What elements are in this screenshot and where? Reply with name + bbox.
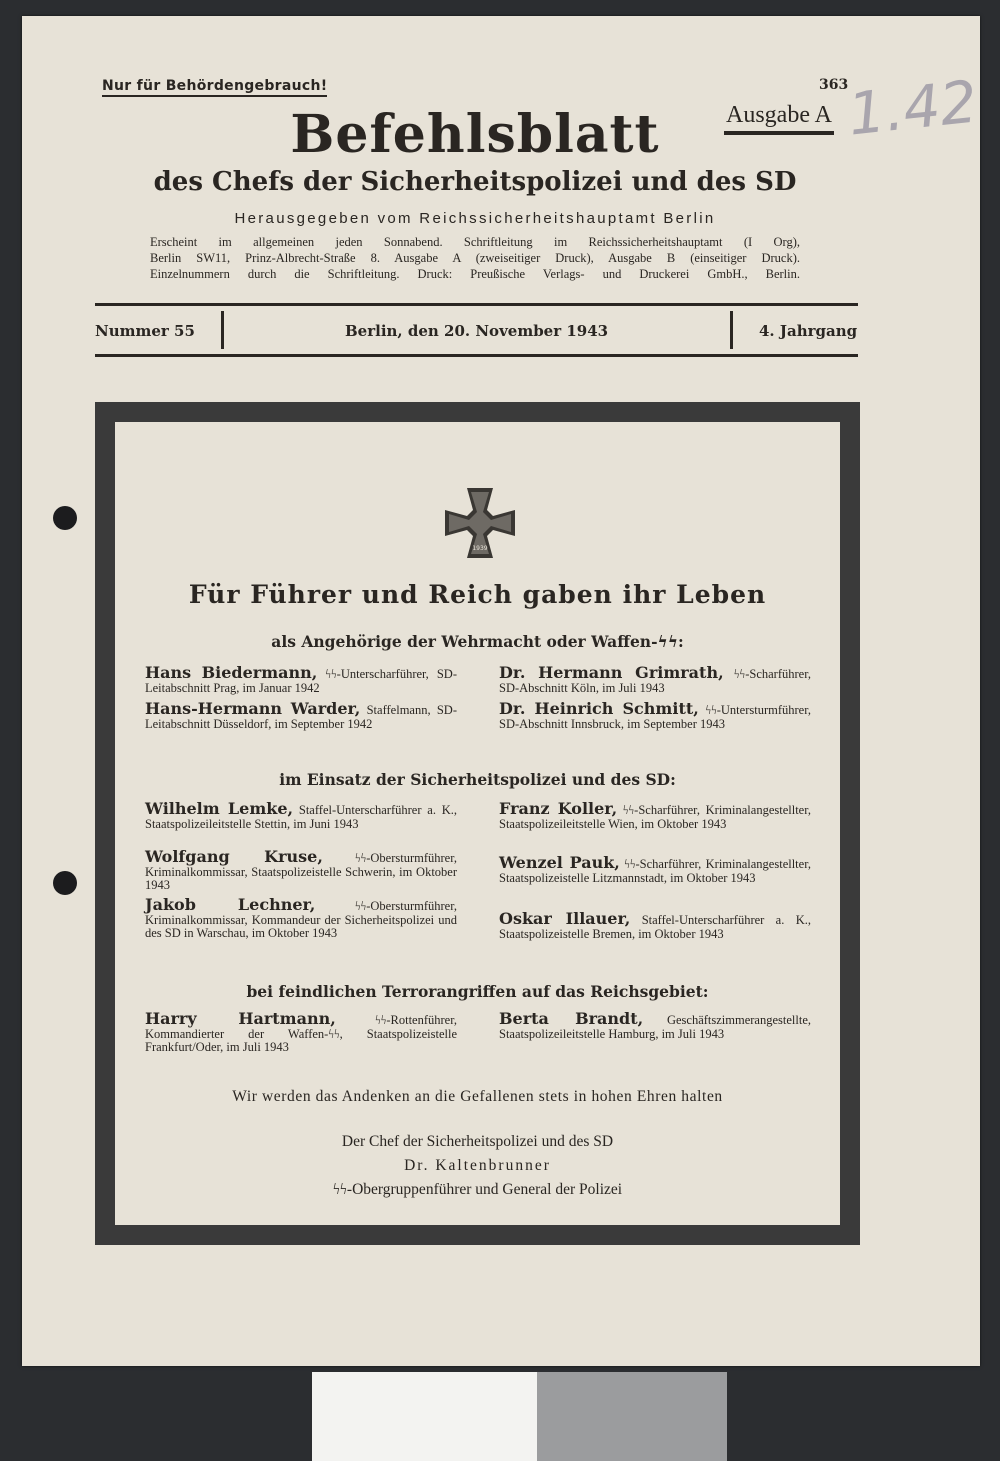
info-line: Einzelnummern durch die Schriftleitung. Druck: Preußische Verlags- und Druckerei GmbH., Berlin. <box>150 267 800 281</box>
list-item: Berta Brandt, Geschäftszimmerangestellte, Staatspolizeileitstelle Hamburg, im Juli 1943 <box>499 1009 812 1041</box>
document-page <box>22 16 980 1366</box>
publication-info <box>150 234 800 282</box>
punch-hole-bottom <box>53 871 77 895</box>
issue-date: Berlin, den 20. November 1943 <box>345 322 609 340</box>
list-item: Franz Koller, ϟϟ-Scharführer, Kriminalangestellter, Staatspolizeileitstelle Wien, im Oktober 1943 <box>499 799 812 831</box>
issue-bar <box>95 311 858 349</box>
list-item: Dr. Heinrich Schmitt, ϟϟ-Untersturmführer, SD-Abschnitt Innsbruck, im September 1943 <box>499 699 811 731</box>
signature-rank: ϟϟ-Obergruppenführer und General der Polizei <box>332 1181 623 1198</box>
page-number: 363 <box>819 77 849 93</box>
edition-label: Ausgabe A <box>724 102 834 135</box>
divider <box>221 311 224 349</box>
issue-number: Nummer 55 <box>95 322 195 340</box>
calibration-card-white <box>312 1372 537 1461</box>
list-item: Hans-Hermann Warder, Staffelmann, SD-Leitabschnitt Düsseldorf, im September 1942 <box>145 699 458 731</box>
cross-year: 1939 <box>472 545 488 552</box>
iron-cross-icon <box>445 488 515 558</box>
list-item: Wilhelm Lemke, Staffel-Unterscharführer a. K., Staatspolizeileitstelle Stettin, im Juni 1943 <box>145 799 458 831</box>
divider <box>730 311 733 349</box>
closing-statement: Wir werden das Andenken an die Gefallenen stets in hohen Ehren halten <box>232 1088 723 1105</box>
list-item: Wenzel Pauk, ϟϟ-Scharführer, Kriminalangestellter, Staatspolizeistelle Litzmannstadt, im Oktober 1943 <box>499 853 811 885</box>
punch-hole-top <box>53 506 77 530</box>
handwritten-mark: 1.42 <box>844 67 981 149</box>
list-item: Hans Biedermann, ϟϟ-Unterscharführer, SD-Leitabschnitt Prag, im Januar 1942 <box>145 663 457 695</box>
page-title: Befehlsblatt <box>290 104 660 165</box>
memorial-headline: Für Führer und Reich gaben ihr Leben <box>188 580 767 609</box>
list-item: Harry Hartmann, ϟϟ-Rottenführer, Kommandierter der Waffen-ϟϟ, Staatspolizeistelle Frankfurt/Oder, im Juli 1943 <box>145 1009 457 1054</box>
bottom-rule <box>95 354 858 357</box>
calibration-card-grey <box>537 1372 727 1461</box>
top-rule <box>95 303 858 306</box>
issue-volume: 4. Jahrgang <box>759 322 858 340</box>
info-line: Berlin SW11, Prinz-Albrecht-Straße 8. Ausgabe A (zweiseitiger Druck), Ausgabe B (einseitiger Druck). <box>150 251 800 265</box>
list-item: Oskar Illauer, Staffel-Unterscharführer a. K., Staatspolizeistelle Bremen, im Oktober 1943 <box>499 909 812 941</box>
signature-block <box>115 1130 840 1202</box>
section-heading: als Angehörige der Wehrmacht oder Waffen-ϟϟ: <box>271 632 684 651</box>
memorial-frame <box>95 402 860 1245</box>
section-heading: im Einsatz der Sicherheitspolizei und des SD: <box>279 770 676 789</box>
page-subtitle: des Chefs der Sicherheitspolizei und des SD <box>153 167 797 197</box>
publisher-line: Herausgegeben vom Reichssicherheitshauptamt Berlin <box>234 210 716 227</box>
info-line: Erscheint im allgemeinen jeden Sonnabend. Schriftleitung im Reichssicherheitshauptamt (I Org), <box>150 235 800 249</box>
section-heading: bei feindlichen Terrorangriffen auf das Reichsgebiet: <box>246 982 709 1001</box>
list-item: Jakob Lechner, ϟϟ-Obersturmführer, Kriminalkommissar, Kommandeur der Sicherheitspolizei und des SD in Warschau, im Oktober 1943 <box>145 895 458 940</box>
restricted-notice: Nur für Behördengebrauch! <box>102 78 327 97</box>
signature-name: Dr. Kaltenbrunner <box>404 1157 551 1174</box>
list-item: Dr. Hermann Grimrath, ϟϟ-Scharführer, SD-Abschnitt Köln, im Juli 1943 <box>499 663 811 695</box>
signature-office: Der Chef der Sicherheitspolizei und des SD <box>341 1133 614 1150</box>
list-item: Wolfgang Kruse, ϟϟ-Obersturmführer, Kriminalkommissar, Staatspolizeistelle Schwerin, im Oktober 1943 <box>145 847 458 892</box>
